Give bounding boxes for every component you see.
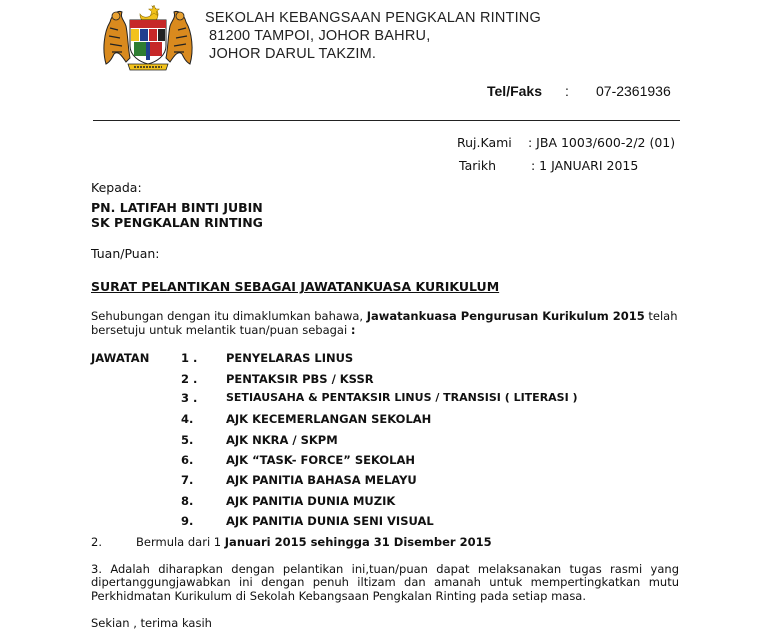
- salutation: Tuan/Puan:: [91, 246, 160, 261]
- position-number: 9.: [181, 514, 194, 528]
- position-number: 5.: [181, 433, 194, 447]
- address-line-2: JOHOR DARUL TAKZIM.: [209, 46, 377, 62]
- position-number: 8.: [181, 494, 194, 508]
- para3-line-3: Perkhidmatan Kurikulum di Sekolah Kebangsaan Pengkalan Rinting pada setiap masa.: [91, 588, 587, 603]
- position-title: AJK “TASK- FORCE” SEKOLAH: [226, 453, 415, 467]
- position-number: 6.: [181, 453, 194, 467]
- letterhead-divider: [93, 120, 680, 121]
- para3-line-2: dipertanggungjawabkan ini dengan penuh iltizam dan amanah untuk mempertingkatkan mutu: [91, 575, 679, 590]
- closing-text: Sekian , terima kasih: [91, 616, 212, 630]
- position-number: 7.: [181, 473, 194, 487]
- committee-name: Jawatankuasa Pengurusan Kurikulum 2015: [366, 309, 645, 323]
- position-title: SETIAUSAHA & PENTAKSIR LINUS / TRANSISI ( LITERASI ): [226, 391, 578, 404]
- appointment-period: Januari 2015 sehingga 31 Disember 2015: [224, 535, 492, 549]
- shield-icon: [130, 20, 166, 64]
- coat-of-arms-logo: [100, 2, 196, 72]
- position-title: AJK PANITIA DUNIA MUZIK: [226, 494, 396, 508]
- position-number: 2 .: [181, 372, 198, 386]
- position-title: AJK NKRA / SKPM: [226, 433, 338, 447]
- para3: [91, 563, 679, 603]
- para3-line-1: 3. Adalah diharapkan dengan pelantikan ini,tuan/puan dapat melaksanakan tugas rasmi yang: [91, 562, 679, 576]
- para2-text: [136, 535, 492, 549]
- position-title: AJK PANITIA BAHASA MELAYU: [226, 473, 417, 487]
- position-number: 3 .: [181, 391, 198, 405]
- tel-value: 07-2361936: [596, 83, 671, 99]
- intro-line-1: [91, 309, 678, 323]
- intro-line-2-text: bersetuju untuk melantik tuan/puan sebagai: [91, 323, 351, 337]
- letter-subject: SURAT PELANTIKAN SEBAGAI JAWATANKUASA KURIKULUM: [91, 279, 500, 294]
- date-label: Tarikh: [459, 158, 496, 173]
- recipient-school: SK PENGKALAN RINTING: [91, 215, 263, 230]
- tel-separator: :: [565, 83, 569, 99]
- position-number: 4.: [181, 412, 194, 426]
- positions-label: JAWATAN: [91, 351, 150, 365]
- ruj-label: Ruj.Kami: [457, 135, 512, 150]
- intro-colon: :: [350, 323, 356, 337]
- intro-text: Sehubungan dengan itu dimaklumkan bahawa,: [91, 309, 367, 323]
- position-number: 1 .: [181, 351, 198, 365]
- right-tiger-icon: [166, 11, 192, 64]
- intro-text-end: telah: [644, 309, 678, 323]
- position-title: PENYELARAS LINUS: [226, 351, 354, 365]
- motto-scroll-icon: [128, 64, 168, 70]
- date-value: : 1 JANUARI 2015: [531, 158, 639, 173]
- to-label: Kepada:: [91, 180, 142, 195]
- school-name: SEKOLAH KEBANGSAAN PENGKALAN RINTING: [205, 10, 541, 26]
- intro-line-2: [91, 323, 355, 337]
- position-title: AJK PANITIA DUNIA SENI VISUAL: [226, 514, 434, 528]
- para2-lead: Bermula dari 1: [136, 535, 225, 549]
- para2-number: 2.: [91, 535, 102, 549]
- address-line-1: 81200 TAMPOI, JOHOR BAHRU,: [209, 28, 431, 44]
- left-tiger-icon: [104, 11, 130, 64]
- ruj-value: : JBA 1003/600-2/2 (01): [528, 135, 676, 150]
- position-title: AJK KECEMERLANGAN SEKOLAH: [226, 412, 432, 426]
- tel-label: Tel/Faks: [487, 83, 542, 99]
- position-title: PENTAKSIR PBS / KSSR: [226, 372, 374, 386]
- recipient-name: PN. LATIFAH BINTI JUBIN: [91, 200, 263, 215]
